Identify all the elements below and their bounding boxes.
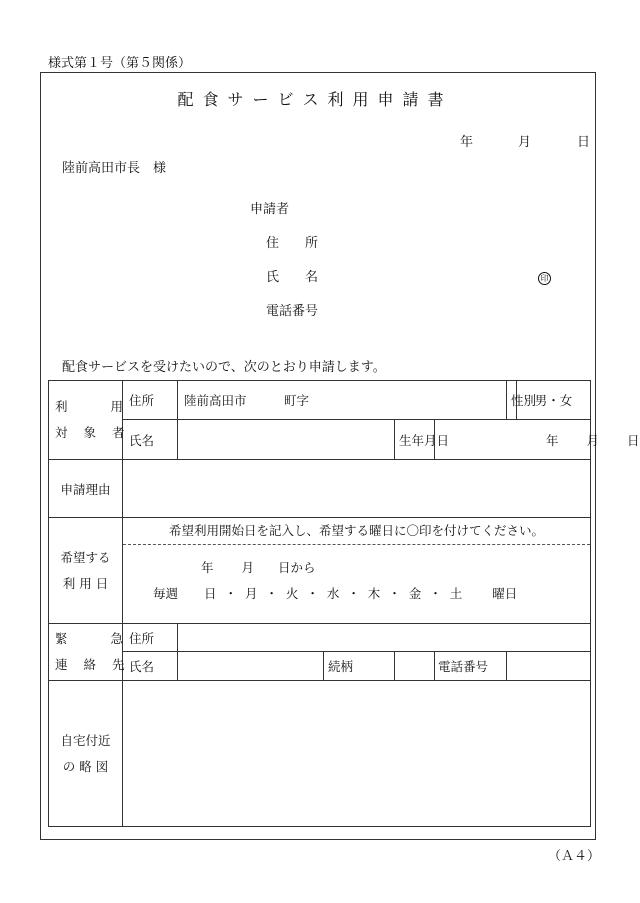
user-name-label: 氏名: [123, 420, 178, 460]
desired-row: [49, 518, 591, 624]
emergency-name-field[interactable]: [178, 652, 324, 681]
user-address-field[interactable]: 陸前高田市 町字: [178, 381, 507, 420]
application-statement: 配食サービスを受けたいので、次のとおり申請します。: [62, 360, 386, 375]
date-day: 日: [577, 135, 591, 150]
addressee: 陸前高田市長 様: [62, 161, 167, 176]
user-gender-field[interactable]: 男・女: [517, 381, 591, 420]
application-table: [48, 380, 640, 827]
map-row: [49, 681, 591, 827]
map-field[interactable]: [123, 681, 591, 827]
emergency-relation-label: 続柄: [324, 652, 395, 681]
emergency-phone-label: 電話番号: [435, 652, 507, 681]
date-month: 月: [518, 135, 532, 150]
emergency-address-field[interactable]: [178, 624, 591, 652]
user-birth-label: 生年月日: [395, 420, 435, 460]
reason-label: 申請理由: [49, 460, 123, 518]
emergency-address-label: 住所: [123, 624, 178, 652]
map-label-cell: [49, 681, 123, 827]
user-label-line2: 対 象 者: [55, 425, 131, 440]
weekly-prefix: 毎週: [153, 586, 179, 601]
emergency-name-row: [49, 652, 591, 681]
emergency-label-line1: 緊 急: [55, 631, 130, 646]
date-year: 年: [460, 135, 474, 150]
user-address-row: [49, 381, 591, 420]
birth-day: 日: [627, 432, 640, 448]
user-birth-field[interactable]: [435, 420, 640, 460]
applicant-phone-label: 電話番号: [266, 304, 319, 319]
seal-mark: [538, 271, 551, 285]
desired-label-cell: [49, 518, 123, 624]
map-label-line1: 自宅付近: [60, 732, 111, 748]
emergency-address-row: [49, 624, 591, 652]
applicant-address-label: 住 所: [266, 236, 319, 251]
birth-year: 年: [546, 432, 559, 448]
start-month: 月: [241, 560, 255, 575]
emergency-relation-field[interactable]: [395, 652, 435, 681]
map-label-line2: の 略 図: [62, 758, 109, 774]
start-day: 日から: [278, 560, 316, 575]
desired-instruction: 希望利用開始日を記入し、希望する曜日に〇印を付けてください。: [123, 518, 590, 545]
user-gender-label: 性別: [507, 381, 517, 420]
user-label-line1: 利 用: [55, 399, 130, 414]
birth-month: 月: [586, 432, 600, 448]
emergency-label-cell: [49, 624, 131, 681]
desired-label-line2: 利 用 日: [62, 575, 109, 591]
emergency-phone-field[interactable]: [507, 652, 591, 681]
desired-field[interactable]: [123, 518, 591, 624]
form-title: 配食サービス利用申請書: [177, 90, 453, 109]
seal-stamp-icon: 印: [538, 272, 551, 285]
reason-row: [49, 460, 591, 518]
desired-entry: [123, 545, 590, 607]
desired-weekdays: [123, 581, 590, 607]
applicant-name-label: 氏 名: [266, 270, 319, 285]
user-name-field[interactable]: [178, 420, 395, 460]
emergency-name-label: 氏名: [123, 652, 178, 681]
weekday-options[interactable]: 日 ・ 月 ・ 火 ・ 水 ・ 木 ・ 金 ・ 土: [204, 586, 463, 601]
desired-start-date: [123, 555, 590, 581]
start-year: 年: [201, 560, 214, 575]
reason-field[interactable]: [123, 460, 591, 518]
weekday-suffix: 曜日: [492, 586, 518, 601]
emergency-label-line2: 連 絡 先: [55, 657, 131, 672]
applicant-heading: 申請者: [250, 202, 290, 217]
user-address-label: 住所: [123, 381, 178, 420]
user-label-cell: [49, 381, 131, 460]
paper-size: （Ａ４）: [548, 849, 601, 864]
form-number: 様式第１号（第５関係）: [48, 56, 192, 71]
desired-label-line1: 希望する: [60, 549, 111, 565]
